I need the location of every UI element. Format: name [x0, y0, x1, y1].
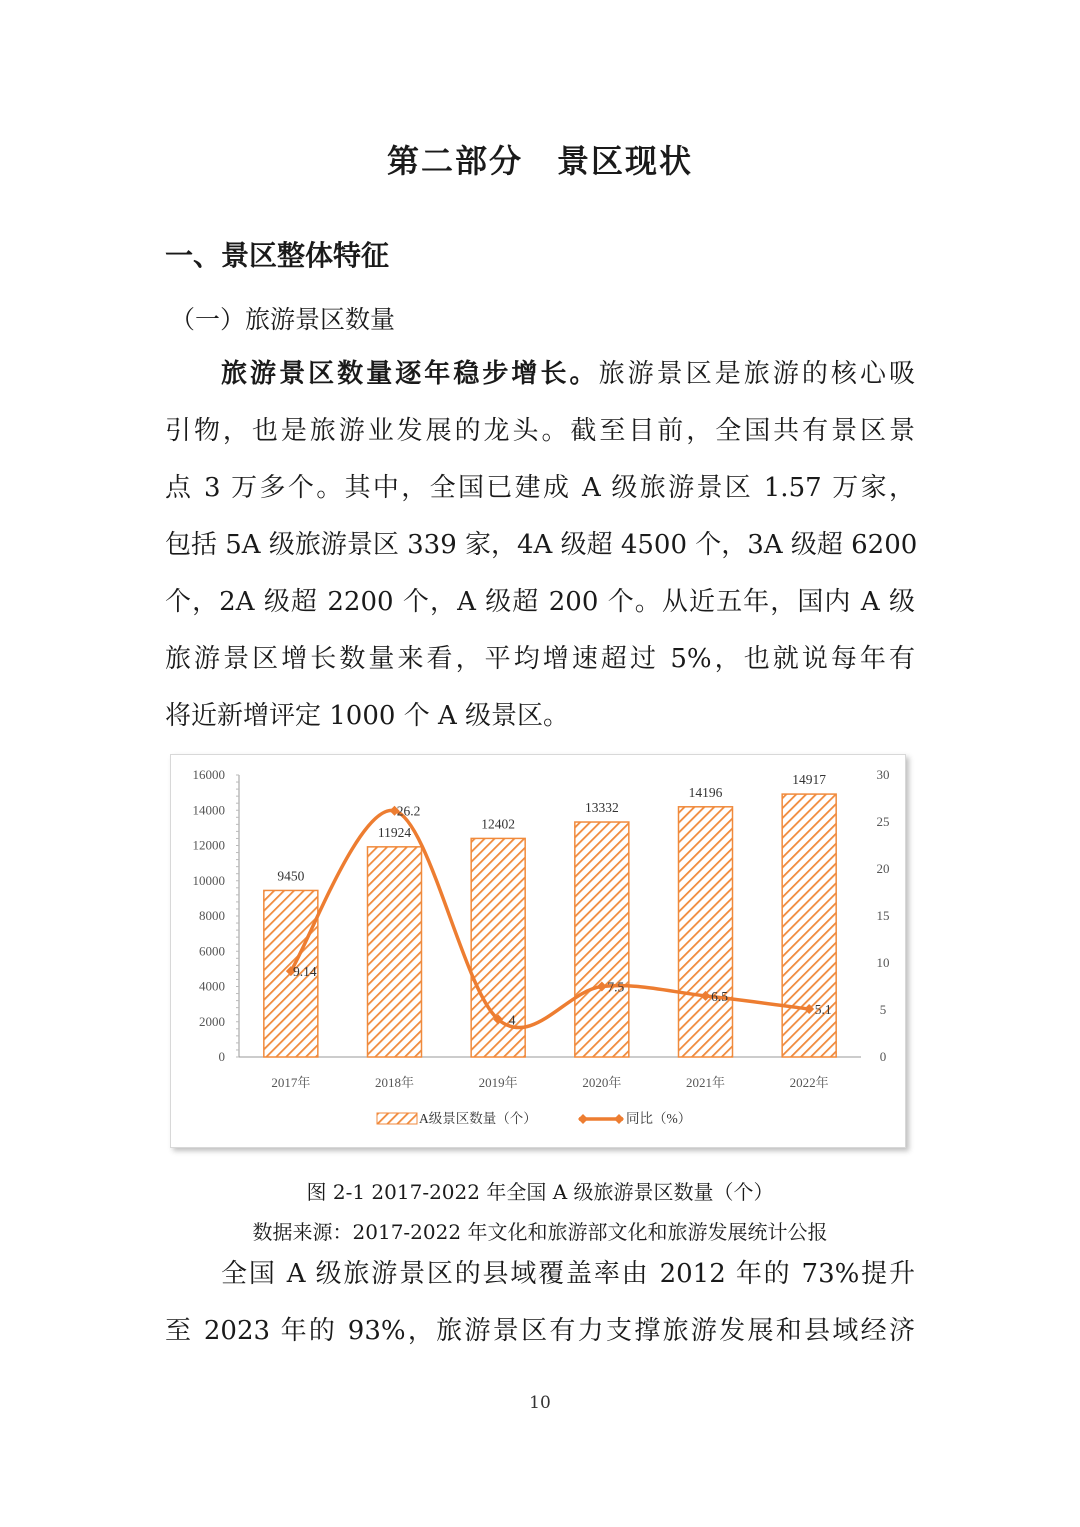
y-right-tick-label: 15	[876, 908, 890, 923]
x-tick-label: 2021年	[685, 1075, 726, 1090]
bar-value-label: 14917	[792, 772, 827, 788]
page-number: 10	[529, 1393, 551, 1413]
paragraph-line: 旅游景区增长数量来看，平均增速超过 5%，也就说每年有	[165, 644, 915, 674]
paragraph-line: 引物，也是旅游业发展的龙头。截至目前，全国共有景区景	[165, 416, 915, 446]
bar	[575, 822, 629, 1057]
legend-line-label: 同比（%）	[626, 1111, 692, 1126]
y-right-tick-label: 10	[876, 955, 890, 970]
y-left-tick-label: 10000	[192, 872, 225, 888]
bar-value-label: 9450	[277, 868, 305, 884]
chart-container	[170, 754, 906, 1148]
figure-source: 数据来源：2017-2022 年文化和旅游部文化和旅游发展统计公报	[252, 1220, 828, 1244]
y-left-tick-label: 0	[218, 1049, 225, 1064]
legend-line-marker	[578, 1114, 588, 1124]
y-left-tick-label: 4000	[199, 978, 225, 994]
legend-line-marker	[614, 1114, 624, 1124]
bar-value-label: 12402	[481, 816, 516, 832]
bar	[368, 847, 422, 1057]
text-span: 旅游景区是旅游的核心吸	[598, 359, 915, 389]
page-title: 第二部分 景区现状	[386, 142, 693, 180]
y-right-tick-label: 0	[879, 1049, 887, 1064]
bar-value-label: 14196	[688, 784, 723, 800]
paragraph-intro	[165, 346, 918, 745]
paragraph-line: 至 2023 年的 93%，旅游景区有力支撑旅游发展和县域经济	[165, 1316, 915, 1346]
line-value-label: 5.1	[814, 1002, 832, 1018]
y-left-tick-label: 8000	[199, 908, 225, 923]
y-right-tick-label: 30	[876, 767, 890, 782]
y-left-tick-label: 16000	[192, 767, 225, 782]
paragraph-line: 全国 A 级旅游景区的县域覆盖率由 2012 年的 73%提升	[221, 1259, 915, 1289]
chart-svg	[171, 755, 905, 1147]
paragraph-line: 将近新增评定 1000 个 A 级景区。	[165, 701, 570, 731]
x-tick-label: 2020年	[582, 1075, 622, 1090]
x-tick-label: 2018年	[374, 1075, 415, 1090]
y-right-tick-label: 25	[876, 814, 890, 829]
x-tick-label: 2019年	[478, 1075, 518, 1090]
paragraph-line	[165, 346, 915, 403]
bold-lead: 旅游景区数量逐年稳步增长。	[221, 359, 599, 389]
y-left-tick-label: 6000	[199, 943, 225, 959]
paragraph-coverage	[165, 1246, 915, 1360]
legend-bar-swatch	[377, 1113, 417, 1124]
y-left-tick-label: 12000	[192, 837, 225, 853]
section-heading: 一、景区整体特征	[165, 239, 390, 272]
x-tick-label: 2022年	[789, 1075, 829, 1090]
y-right-tick-label: 5	[879, 1002, 887, 1017]
y-left-tick-label: 2000	[199, 1013, 225, 1029]
y-left-tick-label: 14000	[192, 802, 225, 818]
line-value-label: 7.5	[607, 979, 625, 995]
bar	[782, 794, 836, 1057]
line-value-label: 6.5	[711, 988, 728, 1004]
bar	[679, 807, 733, 1057]
bar-value-label: 11924	[377, 824, 412, 840]
bar-value-label: 13332	[584, 800, 619, 816]
legend-bar-label: A级景区数量（个）	[419, 1111, 537, 1126]
y-right-tick-label: 20	[876, 861, 890, 876]
figure-caption: 图 2-1 2017-2022 年全国 A 级旅游景区数量（个）	[306, 1180, 774, 1204]
subsection-heading: （一）旅游景区数量	[170, 305, 396, 334]
paragraph-line: 个，2A 级超 2200 个，A 级超 200 个。从近五年，国内 A 级	[165, 587, 915, 617]
line-value-label: 9.14	[293, 964, 317, 980]
paragraph-line: 包括 5A 级旅游景区 339 家，4A 级超 4500 个，3A 级超 6200	[165, 530, 918, 560]
line-value-label: 26.2	[396, 803, 421, 819]
paragraph-line: 点 3 万多个。其中，全国已建成 A 级旅游景区 1.57 万家，	[165, 473, 915, 503]
x-tick-label: 2017年	[271, 1075, 311, 1090]
line-value-label: 4	[508, 1012, 516, 1028]
